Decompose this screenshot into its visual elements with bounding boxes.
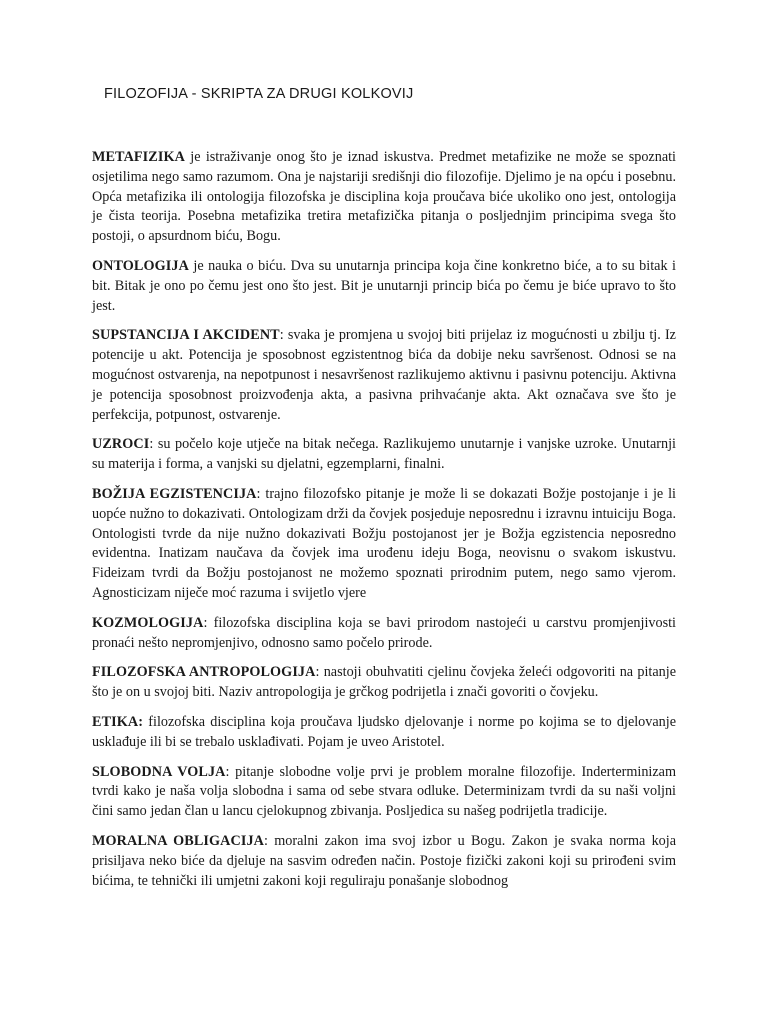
term-etika: ETIKA: <box>92 713 144 730</box>
term-slobodna-volja: SLOBODNA VOLJA <box>92 763 226 780</box>
term-uzroci: UZROCI <box>92 436 150 453</box>
term-bozija-egzistencija: BOŽIJA EGZISTENCIJA <box>92 485 257 502</box>
term-supstancija: SUPSTANCIJA I AKCIDENT <box>92 327 280 344</box>
paragraph-text: : filozofska disciplina koja se bavi prirodom nastojeći u carstvu promjenjivosti pronaći nešto nepromjenjivo, odnosno samo počelo prirode. <box>92 614 676 651</box>
paragraph-text: filozofska disciplina koja proučava ljudsko djelovanje i norme po kojima se to djelovanje usklađuje ili bi se trebalo usklađivati. Pojam je uveo Aristotel. <box>92 713 676 750</box>
paragraph-text: : moralni zakon ima svoj izbor u Bogu. Zakon je svaka norma koja prisiljava neko biće da djeluje na sasvim određen način. Postoje fizički zakoni koji su prirođeni svim bićima, te tehnički ili umjetni zakoni koji reguliraju ponašanje slobodnog <box>92 832 676 889</box>
paragraph-text: je istraživanje onog što je iznad iskustva. Predmet metafizike ne može se spoznati osjetilima nego samo razumom. Ona je najstariji središnji dio filozofije. Djelimo je na opću i posebnu. Opća metafizika ili ontologija filozofska je disciplina koja proučava biće ukoliko ono jest, ontologija je čista teorija. Posebna metafizika tretira metafizička pitanja o posljednjim principima svega što postoji, o apsurdnom biću, Bogu. <box>92 149 676 245</box>
paragraph-text: je nauka o biću. Dva su unutarnja principa koja čine konkretno biće, a to su bitak i bit. Bitak je ono po čemu jest ono što jest. Bit je unutarnji princip bića po čemu je biće upravo to što jest. <box>92 257 676 314</box>
paragraph-kozmologija <box>92 614 676 654</box>
paragraph-antropologija <box>92 663 676 703</box>
paragraph-slobodna-volja <box>92 763 676 822</box>
document-title: FILOZOFIJA - SKRIPTA ZA DRUGI KOLKOVIJ <box>104 86 414 102</box>
term-antropologija: FILOZOFSKA ANTROPOLOGIJA <box>92 664 316 681</box>
paragraph-text: : nastoji obuhvatiti cjelinu čovjeka želeći odgovoriti na pitanje što je on u svojoj biti. Naziv antropologija je grčkog podrijetla i znači govoriti o čovjeku. <box>92 664 676 701</box>
paragraph-metafizika <box>92 148 676 247</box>
term-ontologija: ONTOLOGIJA <box>92 257 189 274</box>
paragraph-moralna-obligacija <box>92 832 676 891</box>
paragraph-text: : trajno filozofsko pitanje je može li se dokazati Božje postojanje i je li uopće nužno to dokazivati. Ontologizam drži da čovjek posjeduje neposrednu i izravnu intuiciju Boga. Ontologisti tvrde da nije nužno dokazivati Božju postojanost jer je Božja egzistencia neposredno evidentna. Inatizam naučava da čovjek ima urođenu ideju Boga, neovisnu o svakom iskustvu. Fideizam tvrdi da Božju postojanost ne možemo spoznati prirodnim putem, nego samo vjerom. Agnosticizam niječe moć razuma i svijetlo vjere <box>92 485 676 601</box>
term-kozmologija: KOZMOLOGIJA <box>92 614 204 631</box>
document-body <box>92 148 676 901</box>
paragraph-uzroci <box>92 435 676 475</box>
term-metafizika: METAFIZIKA <box>92 149 185 165</box>
paragraph-text: : su počelo koje utječe na bitak nečega. Razlikujemo unutarnje i vanjske uzroke. Unutarnji su materija i forma, a vanjski su djelatni, egzemplarni, finalni. <box>92 436 676 473</box>
paragraph-etika <box>92 713 676 753</box>
paragraph-text: : pitanje slobodne volje prvi je problem moralne filozofije. Inderterminizam tvrdi kako je naša volja slobodna i sama od sebe stvara odluke. Determinizam tvrdi da su naši voljni čini samo jedan član u lancu cjelokupnog zbivanja. Posljedica su našeg podrijetla tradicije. <box>92 763 676 820</box>
term-moralna-obligacija: MORALNA OBLIGACIJA <box>92 832 265 849</box>
paragraph-text: : svaka je promjena u svojoj biti prijelaz iz mogućnosti u zbilju tj. Iz potencije u akt. Potencija je sposobnost egzistentnog bića da dobije neku savršenost. Odnosi se na mogućnost ostvarenja, na nepotpunost i nesavršenost razlikujemo aktivnu i pasivnu potenciju. Aktivna je potencija sposobnost proizvođenja akta, a pasivna prihvaćanje akta. Akt označava sve što je perfekcija, potpunost, ostvarenje. <box>92 327 676 423</box>
paragraph-ontologija <box>92 257 676 316</box>
paragraph-bozija-egzistencija <box>92 485 676 604</box>
paragraph-supstancija <box>92 326 676 425</box>
